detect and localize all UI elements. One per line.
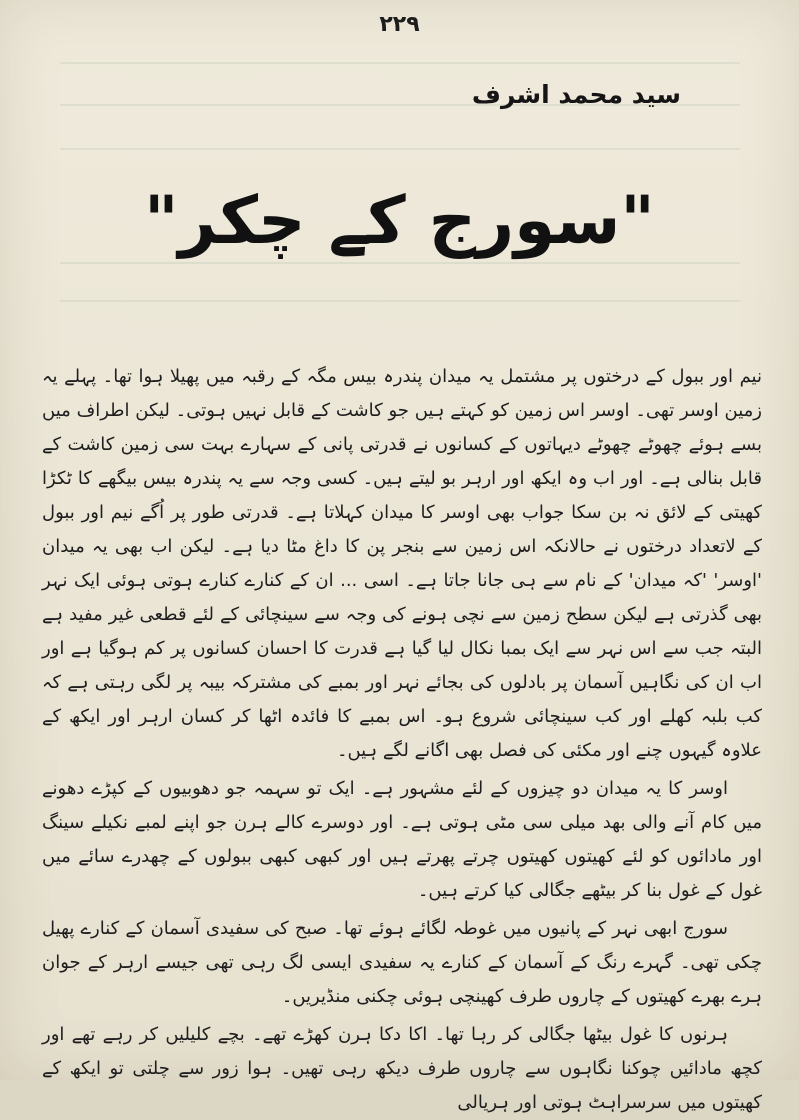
show-through-line — [60, 300, 740, 302]
paragraph: سورج ابھی نہر کے پانیوں میں غوطہ لگائے ہوئے تھا۔ صبح کی سفیدی آسمان کے کنارے پھیل چکی تھی۔ گہرے رنگ کے آسمان کے کنارے یہ سفیدی ایسی لگ رہی تھی جیسے ارہر کے جوان ہرے بھرے کھیتوں کے چاروں طرف کھینچی ہوئی چکنی منڈیریں۔ — [42, 918, 762, 1007]
author-name: سید محمد اشرف — [471, 80, 681, 109]
show-through-line — [60, 262, 740, 264]
paragraph: ہرنوں کا غول بیٹھا جگالی کر رہا تھا۔ اکا دکا ہرن کھڑے تھے۔ بچے کلیلیں کر رہے تھے اور کچھ مادائیں چوکنا نگاہوں سے چاروں طرف دیکھ رہی تھیں۔ ہوا زور سے چلتی تو ایکھ کے کھیتوں میں سرسراہٹ ہوتی اور ہریالی — [42, 1024, 762, 1113]
show-through-line — [60, 62, 740, 64]
page-number: ۲۲۹ — [379, 12, 420, 37]
show-through-line — [60, 148, 740, 150]
story-body — [42, 360, 762, 1113]
paragraph: اوسر کا یہ میدان دو چیزوں کے لئے مشہور ہے۔ ایک تو سہمہ جو دھوبیوں کے کپڑے دھونے میں کام آنے والی بھد میلی سی مٹی ہوتی ہے۔ اور دوسرے کالے ہرن جو اپنے لمبے نکیلے سینگ اور مادائوں کو لئے کھیتوں کھیتوں چرتے پھرتے ہیں اور کبھی کبھی ببولوں کے چھدرے سائے میں غول کے غول بنا کر بیٹھے جگالی کیا کرتے ہیں۔ — [42, 778, 762, 901]
story-title: "سورج کے چکر" — [144, 182, 655, 259]
paragraph: نیم اور ببول کے درختوں پر مشتمل یہ میدان پندرہ بیس مگہ کے رقبہ میں پھیلا ہوا تھا۔ پہلے یہ زمین اوسر تھی۔ اوسر اس زمین کو کہتے ہیں جو کاشت کے قابل نہیں ہوتی۔ لیکن اطراف میں بسے ہوئے چھوٹے چھوٹے دیہاتوں کے کسانوں نے قدرتی پانی کے سہارے بہت سی زمین کاشت کے قابل بنالی ہے۔ اور اب وہ ایکھ اور ارہر بو لیتے ہیں۔ کسی وجہ سے یہ پندرہ بیس بیگھے کا ٹکڑا کھیتی کے لائق نہ بن سکا جواب بھی اوسر کا میدان کہلاتا ہے۔ قدرتی طور پر اُگے نیم اور ببول کے لاتعداد درختوں نے حالانکہ اس زمین سے بنجر پن کا داغ مٹا دیا ہے۔ لیکن اب بھی یہ میدان 'اوسر' 'کہ میدان' کے نام سے ہی جانا جاتا ہے۔ اسی ... ان کے کنارے کنارے ہوتی ہوئی ایک نہر بھی گذرتی ہے لیکن سطح زمین سے نچی ہونے کی وجہ سے سینچائی کے لئے قطعی غیر مفید ہے البتہ جب سے اس نہر سے ایک بمبا نکال لیا گیا ہے قدرت کا احسان کسانوں پر کم ہوگیا ہے اور اب ان کی نگاہیں آسمان پر بادلوں کی بجائے نہر اور بمبے کی مشترکہ بیبہ پر لگی رہتی ہے کہ کب بلبہ کھلے اور کب سینچائی شروع ہو۔ اس بمبے کا فائدہ اٹھا کر کسان ارہر اور ایکھ کے علاوہ گیہوں چنے اور مکئی کی فصل بھی اگانے لگے ہیں۔ — [42, 366, 762, 761]
